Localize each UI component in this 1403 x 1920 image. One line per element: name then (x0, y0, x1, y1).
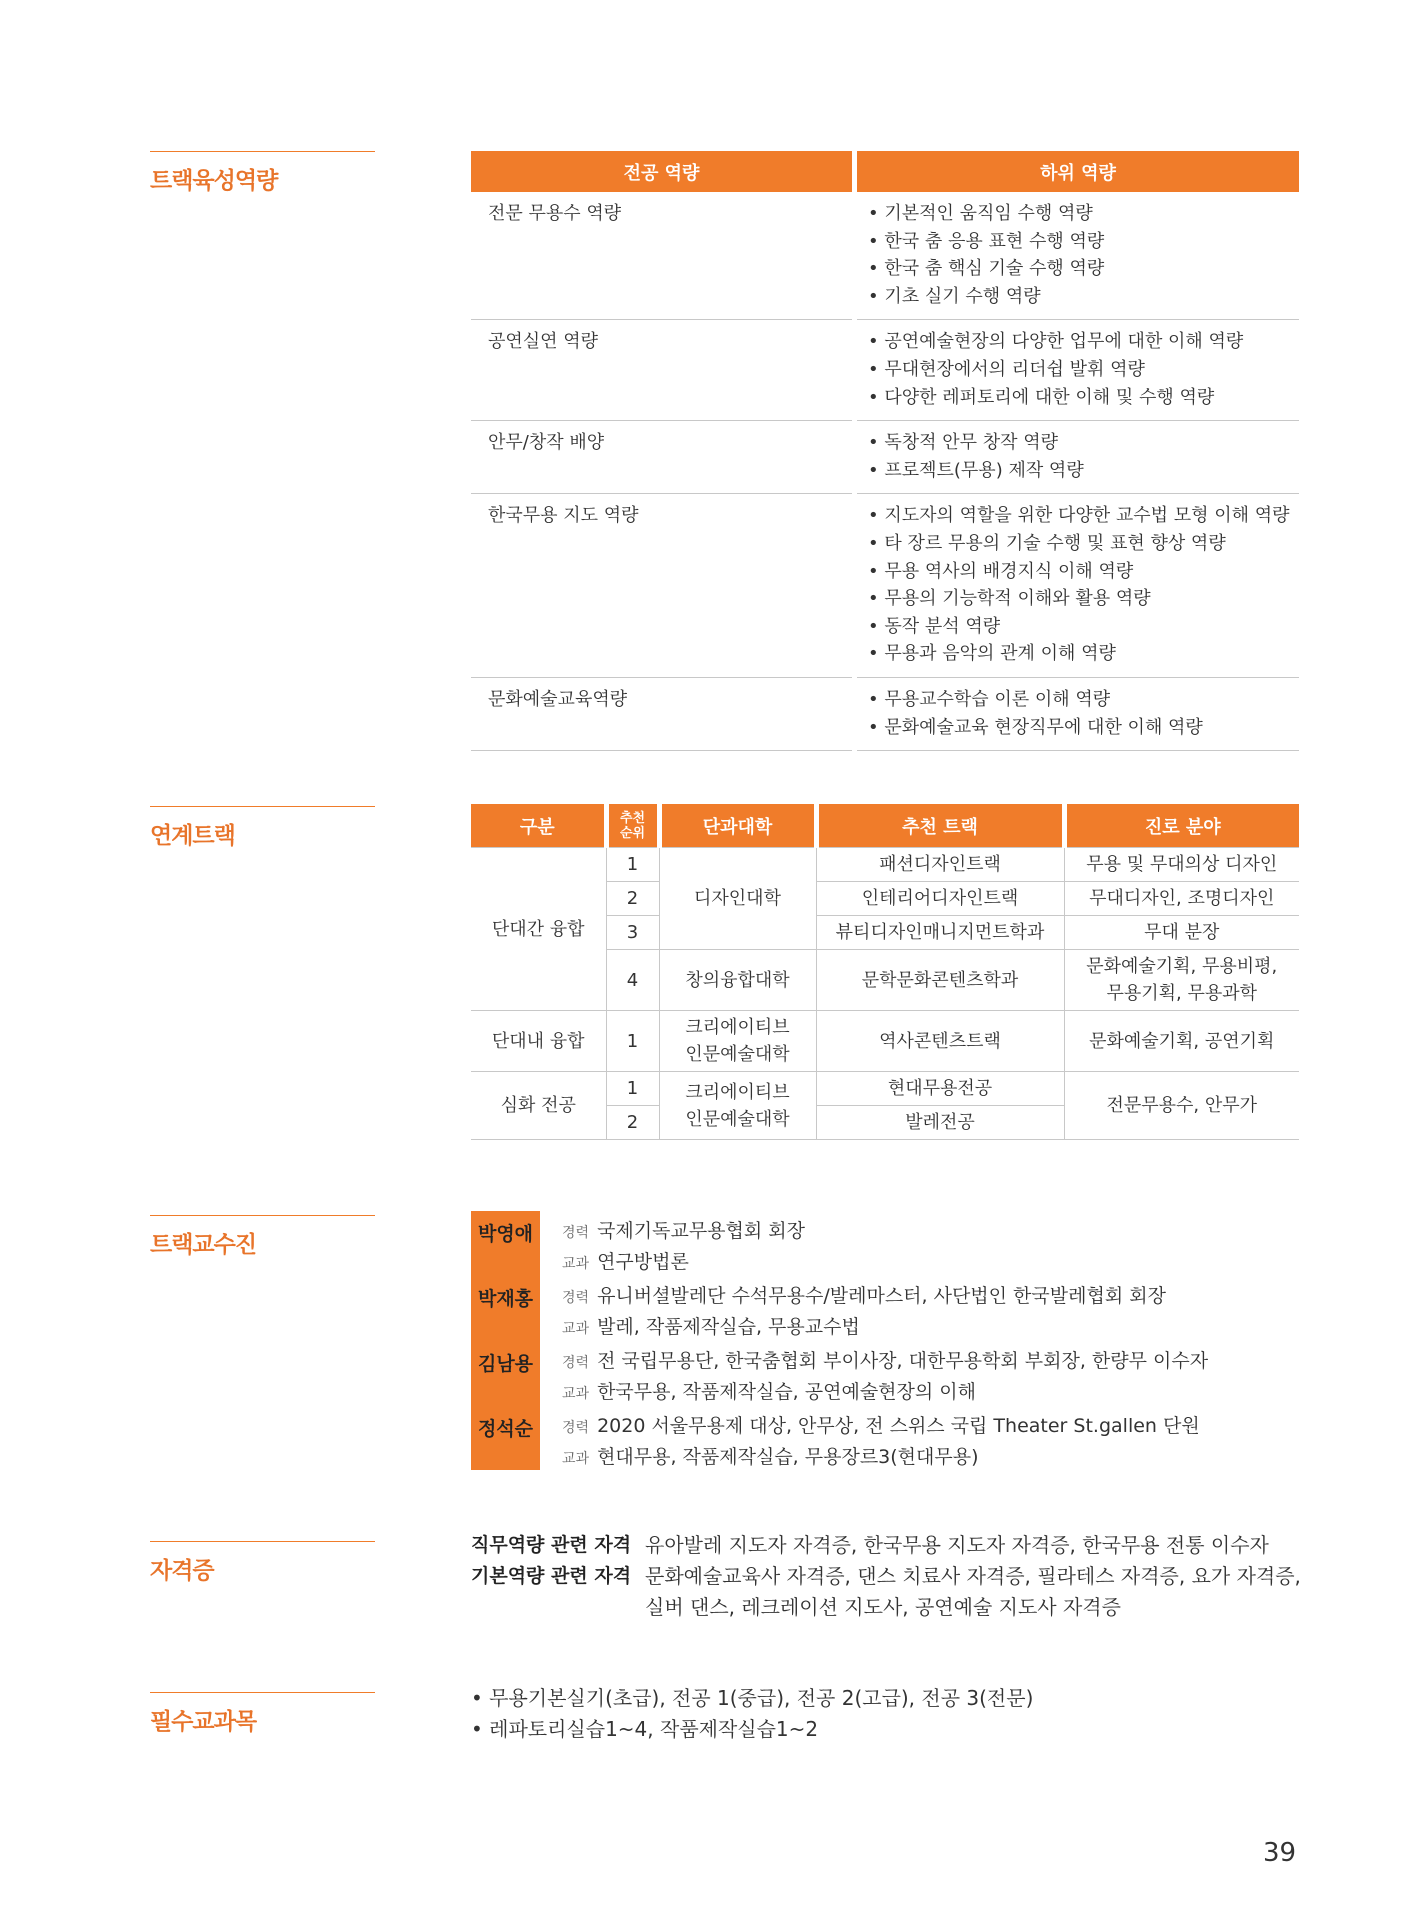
header-sub: 하위 역량 (855, 151, 1300, 192)
major-competency: 공연실연 역량 (471, 320, 855, 421)
career-line: 무용기획, 무용과학 (1106, 983, 1258, 1004)
rank-cell: 3 (606, 916, 659, 950)
rank-cell: 2 (606, 882, 659, 916)
header-rank-line1: 추천 (619, 810, 646, 826)
track-cell: 역사콘텐츠트랙 (816, 1011, 1064, 1072)
career-cell: 무대 분장 (1064, 916, 1299, 950)
link-track-table (471, 804, 1299, 1140)
faculty-courses: 발레, 작품제작실습, 무용교수법 (597, 1316, 860, 1338)
list-item: • 지도자의 역할을 위한 다양한 교수법 모형 이해 역량 (868, 502, 1299, 530)
category-cell: 단대내 융합 (471, 1011, 606, 1072)
table-row (471, 192, 1299, 320)
section-title: 트랙교수진 (150, 1232, 257, 1258)
section-title: 연계트랙 (150, 823, 235, 849)
list-item: • 무용과 음악의 관계 이해 역량 (868, 640, 1299, 668)
list-item: • 프로젝트(무용) 제작 역량 (868, 457, 1299, 485)
track-cell: 뷰티디자인매니지먼트학과 (816, 916, 1064, 950)
rank-cell: 2 (606, 1106, 659, 1140)
major-competency: 전문 무용수 역량 (471, 192, 855, 320)
college-cell (659, 1011, 816, 1072)
certificate-value (645, 1561, 1301, 1623)
track-cell: 현대무용전공 (816, 1072, 1064, 1106)
certificate-line: 실버 댄스, 레크레이션 지도사, 공연예술 지도사 자격증 (645, 1595, 1121, 1619)
faculty-career: 2020 서울무용제 대상, 안무상, 전 스위스 국립 Theater St.gallen 단원 (597, 1415, 1200, 1437)
college-cell: 디자인대학 (659, 848, 816, 950)
career-cell: 문화예술기획, 공연기획 (1064, 1011, 1299, 1072)
faculty-career: 전 국립무용단, 한국춤협회 부이사장, 대한무용학회 부회장, 한량무 이수자 (597, 1350, 1209, 1372)
section-certificates (150, 1541, 375, 1585)
list-item: • 한국 춤 응용 표현 수행 역량 (868, 228, 1299, 256)
faculty-name: 박재홍 (471, 1276, 540, 1341)
list-item: • 한국 춤 핵심 기술 수행 역량 (868, 255, 1299, 283)
header-rank-line2: 순위 (619, 825, 646, 841)
faculty-career: 국제기독교무용협회 회장 (597, 1220, 805, 1242)
rank-cell: 1 (606, 1072, 659, 1106)
faculty-name: 김남용 (471, 1341, 540, 1406)
career-cell: 무대디자인, 조명디자인 (1064, 882, 1299, 916)
page-number: 39 (1263, 1838, 1297, 1868)
section-title: 트랙육성역량 (150, 168, 278, 194)
table-row (471, 320, 1299, 421)
category-cell: 심화 전공 (471, 1072, 606, 1140)
certificate-value: 유아발레 지도자 자격증, 한국무용 지도자 자격증, 한국무용 전통 이수자 (645, 1533, 1269, 1557)
career-cell: 전문무용수, 안무가 (1064, 1072, 1299, 1140)
header-college: 단과대학 (659, 804, 816, 848)
table-row (471, 1072, 1299, 1106)
section-faculty (150, 1215, 375, 1259)
college-cell: 창의융합대학 (659, 950, 816, 1011)
list-item: • 독창적 안무 창작 역량 (868, 429, 1299, 457)
course-tag: 교과 (562, 1321, 590, 1337)
list-item: • 기본적인 움직임 수행 역량 (868, 200, 1299, 228)
faculty-info (540, 1276, 1166, 1341)
header-track: 추천 트랙 (816, 804, 1064, 848)
career-cell: 무용 및 무대의상 디자인 (1064, 848, 1299, 882)
major-competency: 한국무용 지도 역량 (471, 494, 855, 678)
major-competency: 안무/창작 배양 (471, 421, 855, 494)
section-title: 자격증 (150, 1558, 214, 1584)
list-item: • 무용의 기능학적 이해와 활용 역량 (868, 585, 1299, 613)
list-item: • 무대현장에서의 리더쉽 발휘 역량 (868, 356, 1299, 384)
category-cell: 단대간 융합 (471, 848, 606, 1011)
list-item: • 다양한 레퍼토리에 대한 이해 및 수행 역량 (868, 384, 1299, 412)
track-cell: 문학문화콘텐츠학과 (816, 950, 1064, 1011)
list-item: • 기초 실기 수행 역량 (868, 283, 1299, 311)
career-tag: 경력 (562, 1225, 590, 1241)
list-item: • 공연예술현장의 다양한 업무에 대한 이해 역량 (868, 328, 1299, 356)
college-cell (659, 1072, 816, 1140)
faculty-name: 박영애 (471, 1211, 540, 1276)
major-competency: 문화예술교육역량 (471, 677, 855, 750)
career-cell (1064, 950, 1299, 1011)
header-rank (606, 804, 659, 848)
faculty-name: 정석순 (471, 1406, 540, 1470)
list-item: • 타 장르 무용의 기술 수행 및 표현 향상 역량 (868, 530, 1299, 558)
course-tag: 교과 (562, 1386, 590, 1402)
faculty-courses: 연구방법론 (597, 1251, 689, 1273)
track-cell: 패션디자인트랙 (816, 848, 1064, 882)
career-tag: 경력 (562, 1355, 590, 1371)
career-tag: 경력 (562, 1420, 590, 1436)
course-tag: 교과 (562, 1256, 590, 1272)
college-line: 크리에이티브 (685, 1017, 790, 1038)
sub-competencies (855, 192, 1300, 320)
sub-competencies (855, 494, 1300, 678)
faculty-member (471, 1276, 1299, 1341)
course-tag: 교과 (562, 1451, 590, 1467)
sub-competencies (855, 677, 1300, 750)
table-row (471, 1011, 1299, 1072)
career-line: 문화예술기획, 무용비평, (1086, 956, 1278, 977)
section-required (150, 1692, 375, 1736)
section-link-track (150, 806, 375, 850)
faculty-courses: 현대무용, 작품제작실습, 무용장르3(현대무용) (597, 1446, 979, 1468)
college-line: 인문예술대학 (685, 1108, 790, 1130)
college-line: 인문예술대학 (685, 1044, 790, 1065)
certificate-row (471, 1561, 1321, 1623)
track-cell: 인테리어디자인트랙 (816, 882, 1064, 916)
table-row (471, 421, 1299, 494)
certificate-row (471, 1530, 1321, 1561)
rank-cell: 1 (606, 848, 659, 882)
list-item: • 레파토리실습1~4, 작품제작실습1~2 (471, 1714, 1033, 1745)
faculty-member (471, 1211, 1299, 1276)
required-courses-list (471, 1683, 1033, 1745)
faculty-career: 유니버셜발레단 수석무용수/발레마스터, 사단법인 한국발레협회 회장 (597, 1285, 1166, 1307)
faculty-member (471, 1341, 1299, 1406)
faculty-courses: 한국무용, 작품제작실습, 공연예술현장의 이해 (597, 1381, 976, 1403)
header-category: 구분 (471, 804, 606, 848)
certificate-line: 문화예술교육사 자격증, 댄스 치료사 자격증, 필라테스 자격증, 요가 자격증, (645, 1564, 1301, 1588)
competency-table (471, 151, 1299, 751)
table-row (471, 677, 1299, 750)
certificate-label: 기본역량 관련 자격 (471, 1565, 632, 1587)
table-row (471, 494, 1299, 678)
certificates-block (471, 1530, 1321, 1623)
section-title: 필수교과목 (150, 1709, 257, 1735)
header-major: 전공 역량 (471, 151, 855, 192)
list-item: • 무용교수학습 이론 이해 역량 (868, 686, 1299, 714)
faculty-info (540, 1406, 1200, 1470)
sub-competencies (855, 421, 1300, 494)
faculty-info (540, 1211, 805, 1276)
list-item: • 무용기본실기(초급), 전공 1(중급), 전공 2(고급), 전공 3(전문) (471, 1683, 1033, 1714)
rank-cell: 4 (606, 950, 659, 1011)
sub-competencies (855, 320, 1300, 421)
college-line: 크리에이티브 (685, 1081, 790, 1103)
list-item: • 동작 분석 역량 (868, 613, 1299, 641)
header-career: 진로 분야 (1064, 804, 1299, 848)
rank-cell: 1 (606, 1011, 659, 1072)
faculty-info (540, 1341, 1208, 1406)
faculty-list (471, 1211, 1299, 1470)
faculty-member (471, 1406, 1299, 1470)
list-item: • 문화예술교육 현장직무에 대한 이해 역량 (868, 714, 1299, 742)
list-item: • 무용 역사의 배경지식 이해 역량 (868, 558, 1299, 586)
table-row (471, 848, 1299, 882)
section-competency (150, 151, 375, 195)
track-cell: 발레전공 (816, 1106, 1064, 1140)
career-tag: 경력 (562, 1290, 590, 1306)
certificate-label: 직무역량 관련 자격 (471, 1534, 632, 1556)
